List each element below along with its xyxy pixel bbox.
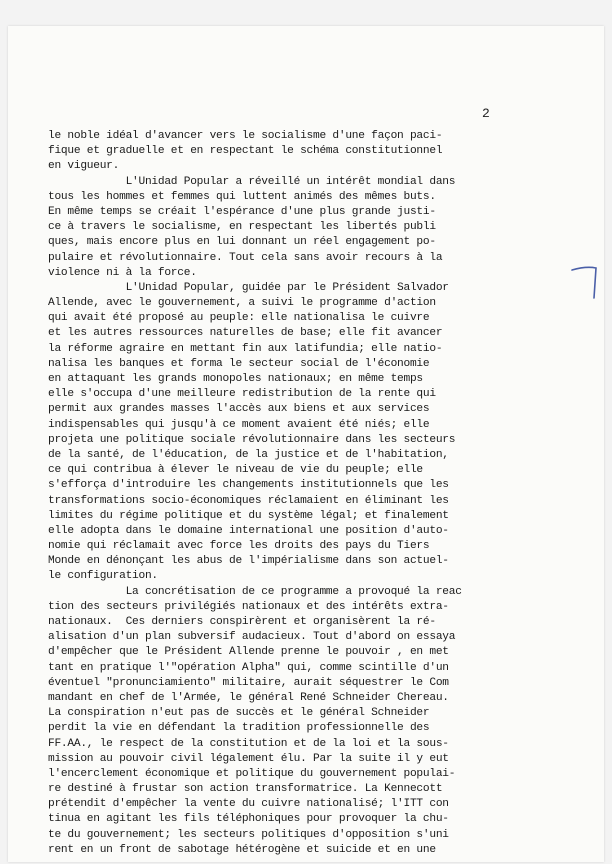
margin-annotation-bracket xyxy=(570,264,600,300)
text-line: ce à travers le socialisme, en respectant les libertés publi xyxy=(48,221,436,234)
text-line: Allende, avec le gouvernement, a suivi le programme d'action xyxy=(48,297,436,310)
text-line: tion des secteurs privilégiés nationaux et des intérêts extra- xyxy=(48,600,449,613)
text-line: indispensables qui jusqu'à ce moment avaient été niés; elle xyxy=(48,418,430,431)
text-line: mandant en chef de l'Armée, le général René Schneider Chereau. xyxy=(48,691,449,704)
text-line: ce qui contribua à élever le niveau de vie du peuple; elle xyxy=(48,464,423,477)
text-line: nationaux. Ces derniers conspirèrent et organisèrent la ré- xyxy=(48,616,436,628)
text-line: limites du régime politique et du système légal; et finalement xyxy=(48,509,449,522)
text-line: L'Unidad Popular a réveillé un intérêt mondial dans xyxy=(48,175,456,188)
text-line: le noble idéal d'avancer vers le socialisme d'une façon paci- xyxy=(48,130,443,142)
text-line: mission au pouvoir civil légalement élu. Par la suite il y eut xyxy=(48,752,449,765)
text-line: nalisa les banques et forma le secteur social de l'économie xyxy=(48,357,430,370)
text-line: FF.AA., le respect de la constitution et de la loi et la sous- xyxy=(48,737,449,750)
text-line: rent en un front de sabotage hétérogène et suicide et en une xyxy=(48,843,436,856)
text-line: elle adopta dans le domaine international une position d'auto- xyxy=(48,524,449,537)
text-line: s'efforça d'introduire les changements institutionnels que les xyxy=(48,479,449,492)
text-line: et les autres ressources naturelles de base; elle fit avancer xyxy=(48,327,443,340)
text-line: tinua en agitant les fils téléphoniques pour provoquer la chu- xyxy=(48,813,449,826)
text-line: La conspiration n'eut pas de succès et le général Schneider xyxy=(48,707,430,720)
text-line: le configuration. xyxy=(48,570,158,583)
text-line: La concrétisation de ce programme a provoqué la reac xyxy=(48,585,462,598)
text-line: éventuel "pronunciamiento" militaire, aurait séquestrer le Com xyxy=(48,676,449,689)
text-line: ques, mais encore plus en lui donnant un réel engagement po- xyxy=(48,236,436,249)
text-line: l'encerclement économique et politique du gouvernement populai- xyxy=(48,767,456,780)
text-line: la réforme agraire en mettant fin aux latifundia; elle natio- xyxy=(48,342,443,355)
body-text xyxy=(48,129,568,858)
text-line: violence ni à la force. xyxy=(48,266,197,279)
text-line: prétendit d'empêcher la vente du cuivre nationalisé; l'ITT con xyxy=(48,798,449,811)
text-line: qui avait été proposé au peuple: elle nationalisa le cuivre xyxy=(48,312,430,325)
text-line: tous les hommes et femmes qui luttent animés des mêmes buts. xyxy=(48,190,436,203)
text-line: perdit la vie en défendant la tradition professionnelle des xyxy=(48,722,430,735)
text-line: re destiné à frustar son action transformatrice. La Kennecott xyxy=(48,783,443,796)
text-line: en vigueur. xyxy=(48,160,120,173)
text-line: transformations socio-économiques réclamaient en éliminant les xyxy=(48,494,449,507)
text-line: d'empêcher que le Président Allende prenne le pouvoir , en met xyxy=(48,646,449,659)
text-line: alisation d'un plan subversif audacieux. Tout d'abord on essaya xyxy=(48,631,456,644)
text-line: pulaire et révolutionnaire. Tout cela sans avoir recours à la xyxy=(48,251,443,264)
text-line: permit aux grandes masses l'accès aux biens et aux services xyxy=(48,403,430,416)
text-line: elle s'occupa d'une meilleure redistribution de la rente qui xyxy=(48,388,436,401)
page-number: 2 xyxy=(482,106,490,121)
text-line: te du gouvernement; les secteurs politiques d'opposition s'uni xyxy=(48,828,449,841)
text-line: tant en pratique l'"opération Alpha" qui, comme scintille d'un xyxy=(48,661,449,674)
text-line: nomie qui réclamait avec force les droits des pays du Tiers xyxy=(48,540,430,553)
text-line: Monde en dénonçant les abus de l'impérialisme dans son actuel- xyxy=(48,555,449,568)
text-line: projeta une politique sociale révolutionnaire dans les secteurs xyxy=(48,433,456,446)
text-line: En même temps se créait l'espérance d'une plus grande justi- xyxy=(48,205,436,218)
document-page xyxy=(8,26,604,862)
text-line: fique et graduelle et en respectant le schéma constitutionnel xyxy=(48,145,443,158)
text-line: de la santé, de l'éducation, de la justice et de l'habitation, xyxy=(48,448,449,461)
text-line: en attaquant les grands monopoles nationaux; en même temps xyxy=(48,373,423,385)
text-line: L'Unidad Popular, guidée par le Président Salvador xyxy=(48,281,449,294)
